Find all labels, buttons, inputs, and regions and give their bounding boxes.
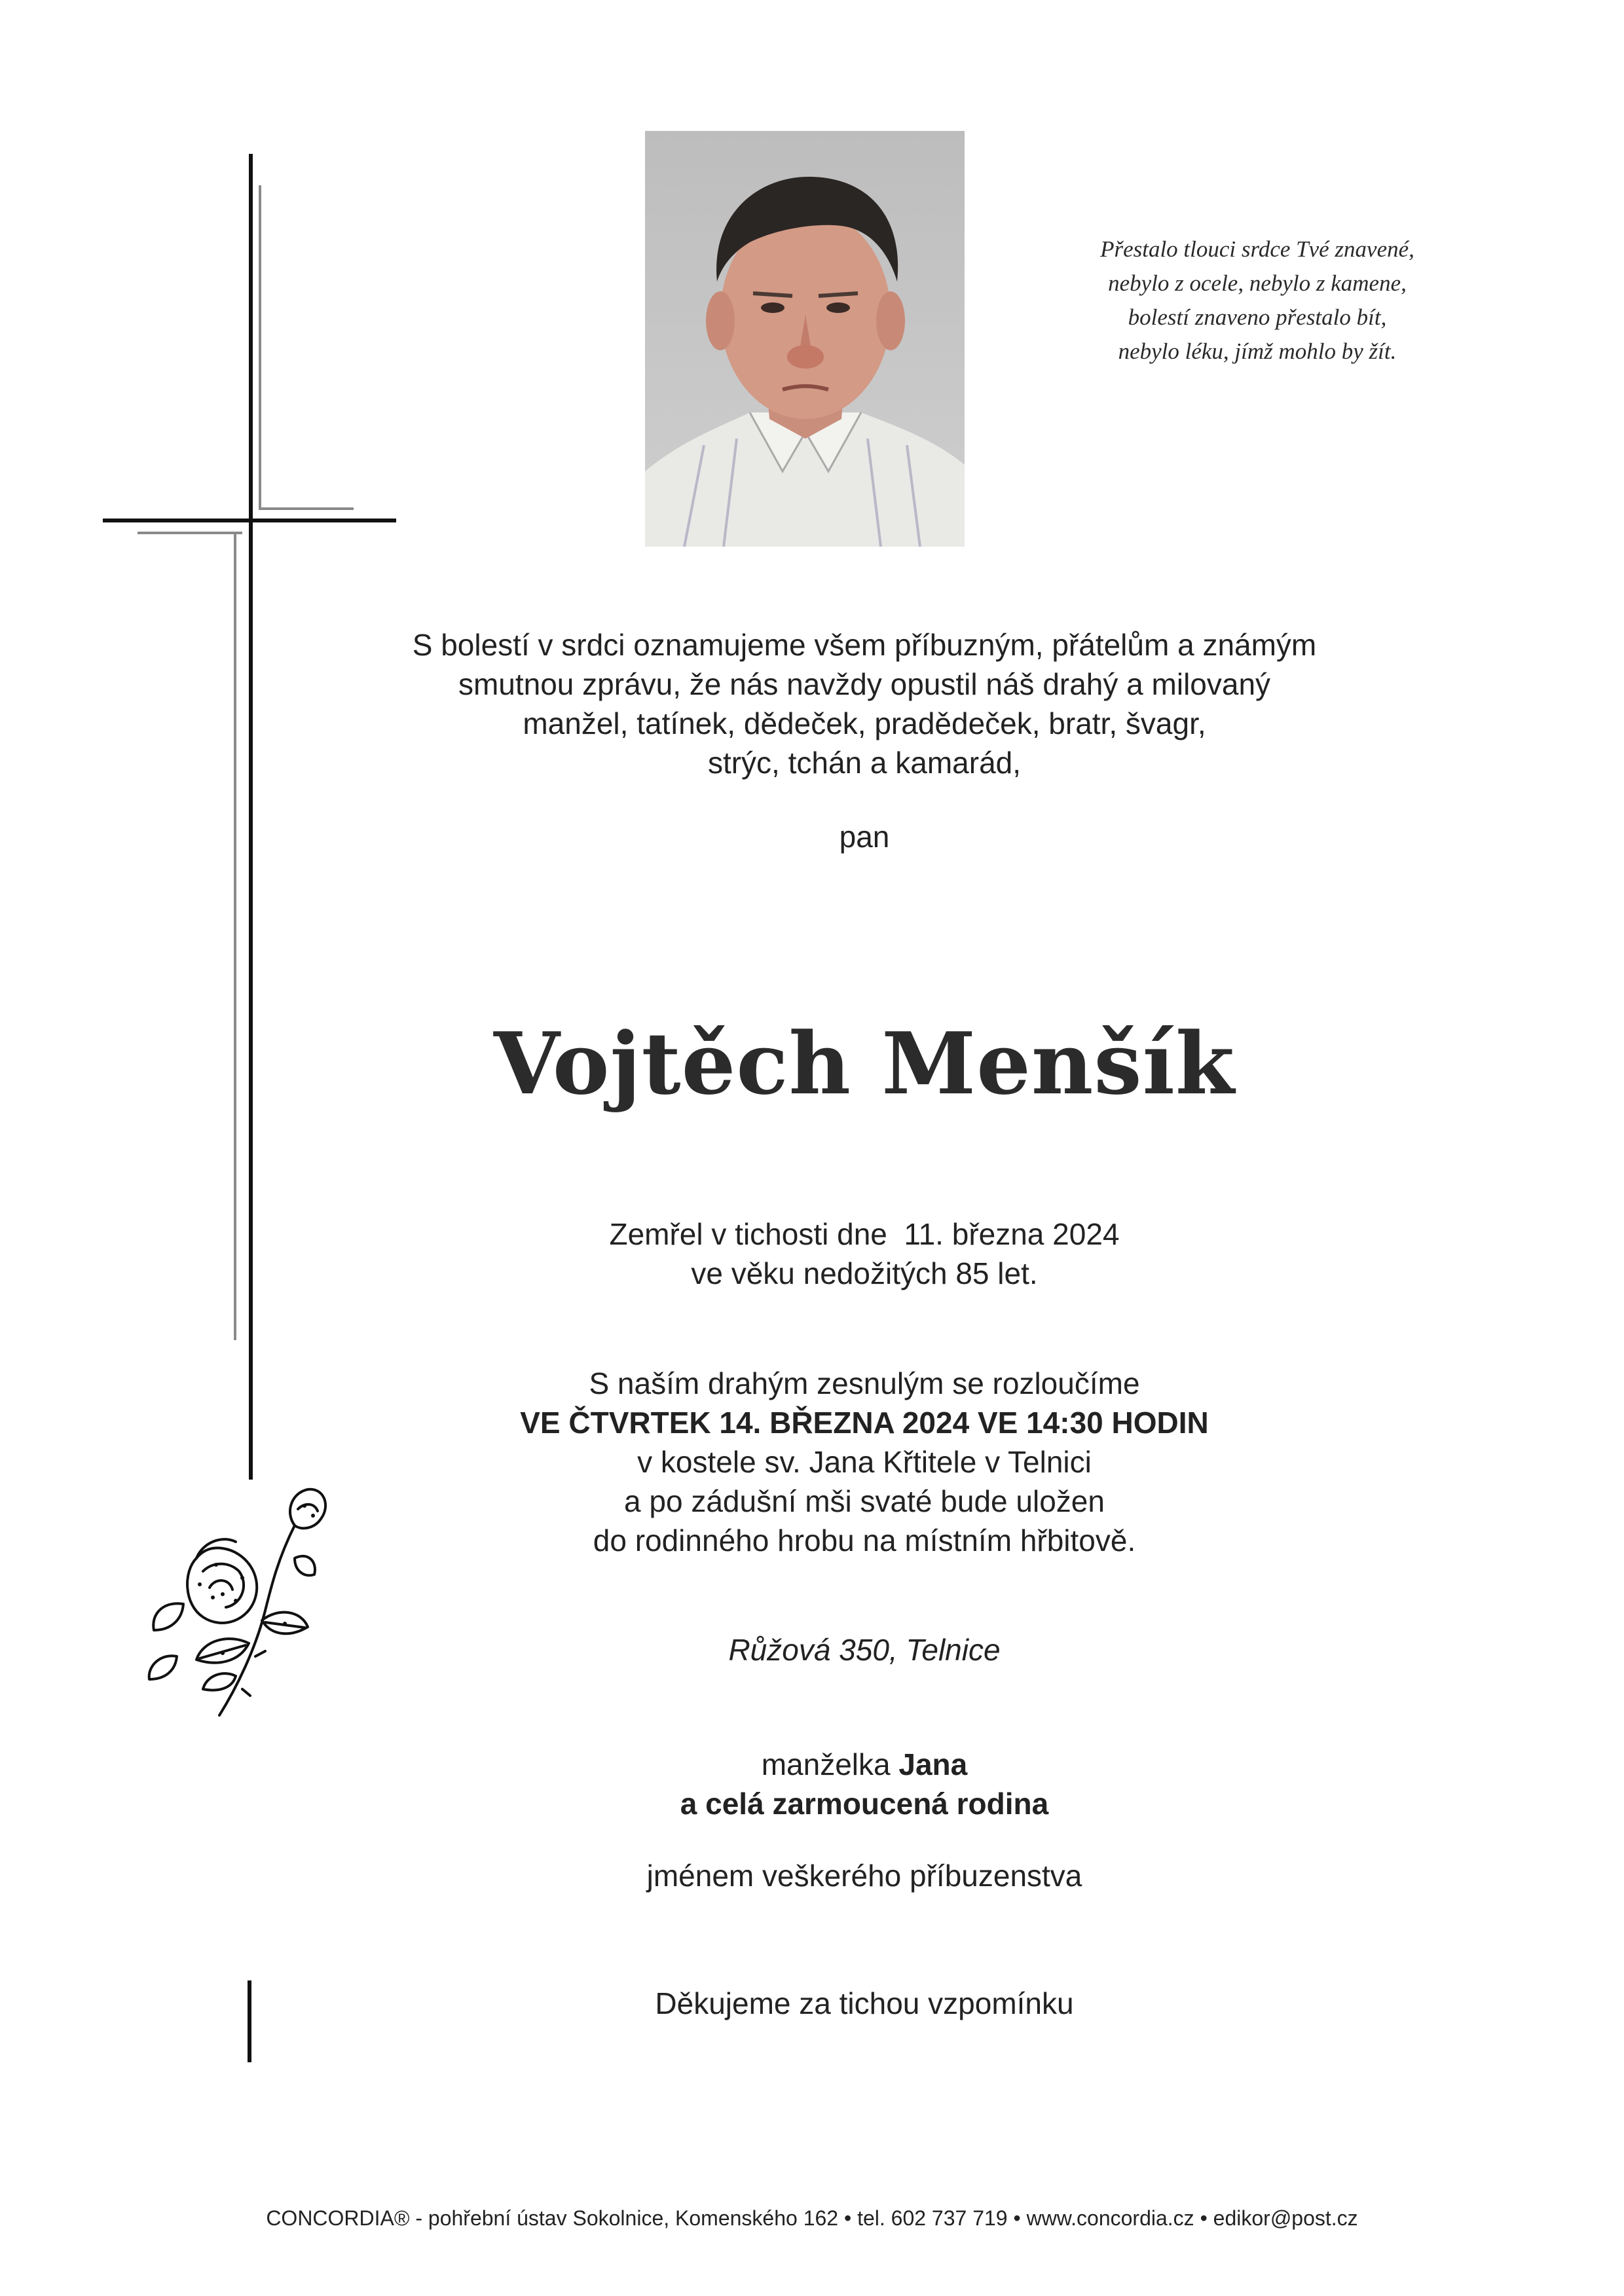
announcement bbox=[341, 625, 1388, 782]
poem-line: Přestalo tlouci srdce Tvé znavené, bbox=[1100, 236, 1414, 262]
rose-icon bbox=[138, 1480, 347, 1722]
funeral-intro: S naším drahým zesnulým se rozloučíme bbox=[589, 1366, 1140, 1400]
poem-line: nebylo léku, jímž mohlo by žít. bbox=[1118, 338, 1397, 364]
announcement-line: smutnou zprávu, že nás navždy opustil náš drahý a milovaný bbox=[458, 667, 1271, 701]
portrait-photo bbox=[645, 131, 965, 547]
deceased-name: Vojtěch Menšík bbox=[493, 1013, 1236, 1114]
cross-shadow-vertical-top bbox=[259, 185, 261, 509]
poem-line: nebylo z ocele, nebylo z kamene, bbox=[1108, 270, 1407, 296]
wife-line bbox=[341, 1745, 1388, 1784]
cross-main-vertical bbox=[249, 154, 253, 1480]
address: Růžová 350, Telnice bbox=[728, 1633, 1001, 1667]
death-info bbox=[341, 1214, 1388, 1293]
mourners bbox=[341, 1745, 1388, 1823]
thanks: Děkujeme za tichou vzpomínku bbox=[655, 1986, 1074, 2020]
wife-prefix: manželka bbox=[761, 1747, 899, 1781]
funeral-line5: do rodinného hrobu na místním hřbitově. bbox=[593, 1523, 1136, 1558]
footer: CONCORDIA® - pohřební ústav Sokolnice, Komenského 162 • tel. 602 737 719 • www.concordia.cz • edikor@post.cz bbox=[266, 2206, 1358, 2230]
announcement-line: S bolestí v srdci oznamujeme všem příbuzným, přátelům a známým bbox=[412, 628, 1317, 662]
cross-bottom-segment bbox=[248, 1980, 251, 2062]
family-line: a celá zarmoucená rodina bbox=[680, 1787, 1049, 1821]
funeral-info bbox=[341, 1364, 1388, 1560]
cross-shadow-horizontal-top bbox=[259, 507, 354, 510]
cross-main-horizontal bbox=[103, 519, 396, 522]
death-age-line: ve věku nedožitých 85 let. bbox=[691, 1256, 1038, 1290]
cross-shadow-horizontal-left bbox=[138, 532, 242, 534]
announcement-line: manžel, tatínek, dědeček, pradědeček, bratr, švagr, bbox=[523, 706, 1206, 740]
wife-name: Jana bbox=[898, 1747, 968, 1781]
poem bbox=[1008, 232, 1506, 369]
cross-shadow-vertical-bottom bbox=[234, 532, 236, 1340]
relatives-line: jménem veškerého příbuzenstva bbox=[646, 1859, 1082, 1893]
salutation: pan bbox=[839, 820, 890, 854]
death-date-line: Zemřel v tichosti dne 11. března 2024 bbox=[609, 1217, 1120, 1251]
poem-line: bolestí znaveno přestalo bít, bbox=[1128, 304, 1387, 330]
funeral-datetime: VE ČTVRTEK 14. BŘEZNA 2024 VE 14:30 HODIN bbox=[520, 1406, 1209, 1440]
funeral-place: v kostele sv. Jana Křtitele v Telnici bbox=[637, 1445, 1092, 1479]
announcement-line: strýc, tchán a kamarád, bbox=[707, 746, 1022, 780]
funeral-line4: a po zádušní mši svaté bude uložen bbox=[624, 1484, 1105, 1518]
